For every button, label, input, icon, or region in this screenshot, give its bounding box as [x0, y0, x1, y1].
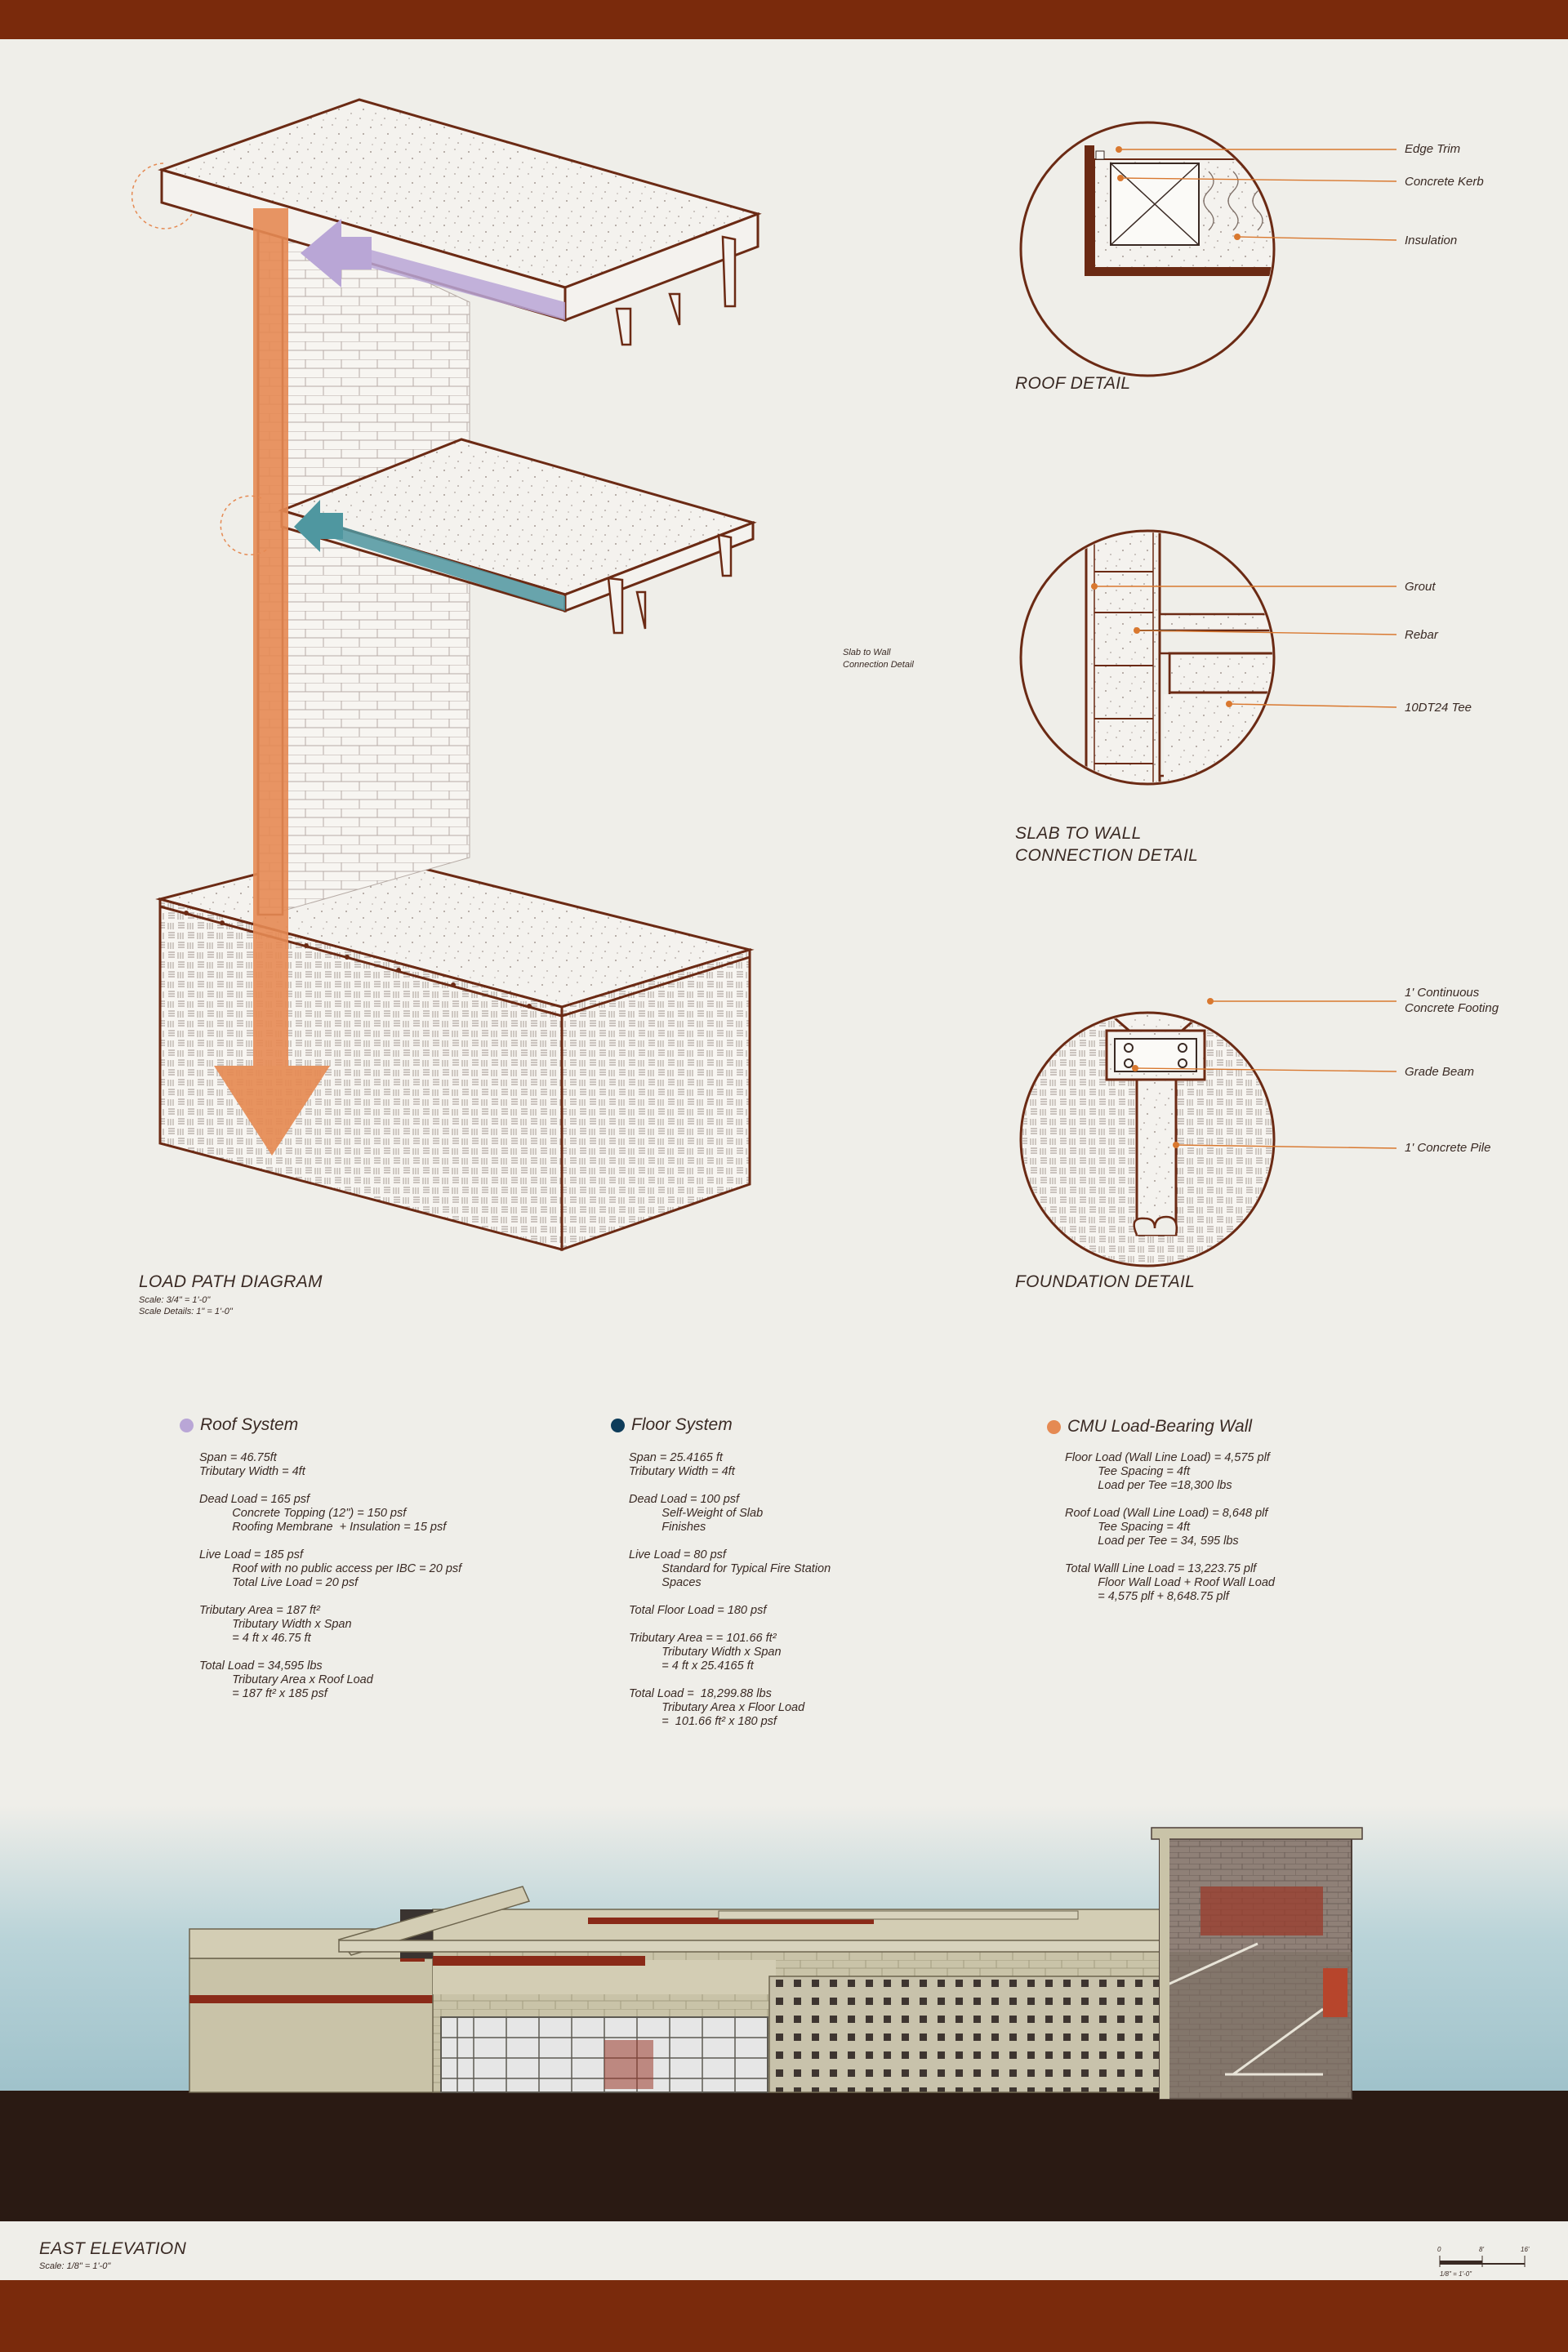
navy-dot-icon [611, 1419, 625, 1432]
slab-detail-drawing [1021, 531, 1396, 800]
callout-grout: Grout [1405, 580, 1436, 594]
roof-detail-title: ROOF DETAIL [1015, 374, 1131, 393]
callout-edge-trim: Edge Trim [1405, 142, 1461, 156]
callout-grade-beam: Grade Beam [1405, 1065, 1475, 1079]
garage-doors [441, 2017, 768, 2092]
foundation-detail-title: FOUNDATION DETAIL [1015, 1272, 1196, 1291]
roof-detail-drawing [1021, 122, 1396, 376]
callout-continuous-footing: 1' Continuous Concrete Footing [1405, 986, 1499, 1015]
load-path-title: LOAD PATH DIAGRAM [139, 1272, 323, 1291]
load-path-scale-details: Scale Details: 1" = 1'-0" [139, 1307, 233, 1316]
elevation-scale-bar [1440, 2256, 1525, 2267]
callout-insulation: Insulation [1405, 234, 1458, 247]
callout-concrete-kerb: Concrete Kerb [1405, 175, 1484, 189]
foundation-detail-drawing [1013, 998, 1396, 1274]
floor-system-calculations: Span = 25.4165 ft Tributary Width = 4ft Dead Load = 100 psf Self-Weight of Slab Finishes Live Load = 80 psf Standard for Typical Fire Station Spaces Total Floor Load = 180 psf Tributary Area = = 101.66 ft² Tributary Width x Span = 4 ft x 25.4165 ft Total Load = 18,299.88 lbs Tributary Area x Floor Load = 101.66 ft² x 180 psf [629, 1451, 831, 1728]
cmu-wall-calculations: Floor Load (Wall Line Load) = 4,575 plf Tee Spacing = 4ft Load per Tee =18,300 lbs Roof Load (Wall Line Load) = 8,648 plf Tee Spacing = 4ft Load per Tee = 34, 595 lbs Total Walll Line Load = 13,223.75 plf Floor Wall Load + Roof Wall Load = 4,575 plf + 8,648.75 plf [1065, 1451, 1275, 1603]
lilac-dot-icon [180, 1419, 194, 1432]
cmu-wall-heading: CMU Load-Bearing Wall [1047, 1417, 1252, 1437]
scalebar-tick-0: 0 [1437, 2246, 1441, 2253]
elevation-title: EAST ELEVATION [39, 2239, 187, 2258]
scalebar-label: 1/8" = 1'-0" [1440, 2270, 1472, 2278]
slab-connection-note: Slab to Wall Connection Detail [843, 648, 914, 670]
slab-detail-title: SLAB TO WALL CONNECTION DETAIL [1015, 824, 1199, 865]
floor-system-heading: Floor System [611, 1415, 733, 1435]
callout-rebar: Rebar [1405, 628, 1438, 642]
elevation-scale: Scale: 1/8" = 1'-0" [39, 2261, 111, 2271]
roof-system-heading: Roof System [180, 1415, 298, 1435]
orange-dot-icon [1047, 1420, 1061, 1434]
foundation-block [159, 850, 750, 1250]
roof-system-calculations: Span = 46.75ft Tributary Width = 4ft Dead Load = 165 psf Concrete Topping (12") = 150 psf Roofing Membrane + Insulation = 15 psf Live Load = 185 psf Roof with no public access per IBC = 20 psf Total Live Load = 20 psf Tributary Area = 187 ft² Tributary Width x Span = 4 ft x 46.75 ft Total Load = 34,595 lbs Tributary Area x Roof Load = 187 ft² x 185 psf [199, 1451, 462, 1700]
callout-10dt24-tee: 10DT24 Tee [1405, 701, 1472, 715]
east-elevation-drawing [0, 1805, 1568, 2221]
callout-concrete-pile: 1' Concrete Pile [1405, 1141, 1491, 1155]
load-path-scale: Scale: 3/4" = 1'-0" [139, 1295, 211, 1305]
scalebar-tick-8: 8' [1479, 2246, 1484, 2253]
scalebar-tick-16: 16' [1521, 2246, 1530, 2253]
load-path-diagram [132, 100, 758, 1250]
